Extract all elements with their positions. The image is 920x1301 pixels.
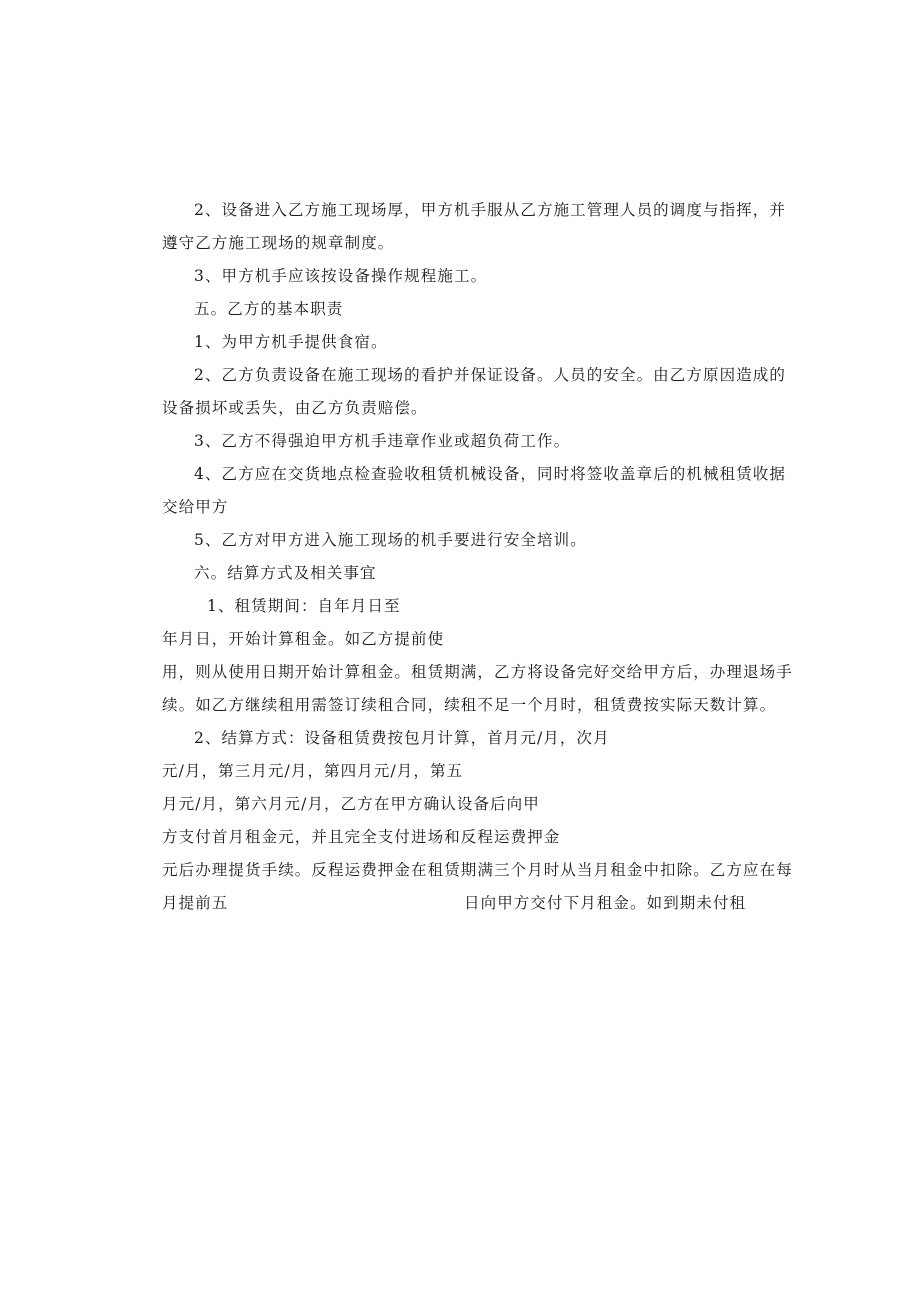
paragraph-line: 续。如乙方继续租用需签订续租合同，续租不足一个月时，租赁费按实际天数计算。 xyxy=(162,696,777,714)
paragraph-line: 2、乙方负责设备在施工现场的看护并保证设备。人员的安全。由乙方原因造成的 xyxy=(194,366,786,384)
paragraph-line: 方支付首月租金元，并且完全支付进场和反程运费押金 xyxy=(162,828,561,846)
paragraph-line: 遵守乙方施工现场的规章制度。 xyxy=(162,234,395,252)
paragraph-line: 设备损坏或丢失，由乙方负责赔偿。 xyxy=(162,399,428,417)
paragraph-line: 元/月，第三月元/月，第四月元/月，第五 xyxy=(162,762,464,780)
paragraph-line: 日向甲方交付下月租金。如到期未付租 xyxy=(464,894,747,912)
paragraph-line: 月提前五 xyxy=(162,894,229,912)
paragraph-line: 用，则从使用日期开始计算租金。租赁期满，乙方将设备完好交给甲方后，办理退场手 xyxy=(162,663,793,681)
section-heading: 五。乙方的基本职责 xyxy=(194,300,344,318)
paragraph-line: 元后办理提货手续。反程运费押金在租赁期满三个月时从当月租金中扣除。乙方应在每 xyxy=(162,861,793,879)
paragraph-line: 3、乙方不得强迫甲方机手违章作业或超负荷工作。 xyxy=(194,432,571,450)
paragraph-line: 月元/月，第六月元/月，乙方在甲方确认设备后向甲 xyxy=(162,795,540,813)
paragraph-line: 2、设备进入乙方施工现场厚，甲方机手服从乙方施工管理人员的调度与指挥，并 xyxy=(194,201,786,219)
paragraph-line: 4、乙方应在交货地点检查验收租赁机械设备，同时将签收盖章后的机械租赁收据 xyxy=(194,465,786,483)
section-heading: 六。结算方式及相关事宜 xyxy=(194,564,377,582)
paragraph-line: 2、结算方式：设备租赁费按包月计算，首月元/月，次月 xyxy=(194,729,610,747)
paragraph-line: 1、为甲方机手提供食宿。 xyxy=(194,333,388,351)
paragraph-line: 交给甲方 xyxy=(162,498,229,516)
paragraph-line: 年月日，开始计算租金。如乙方提前使 xyxy=(162,630,445,648)
paragraph-line: 5、乙方对甲方进入施工现场的机手要进行安全培训。 xyxy=(194,531,587,549)
paragraph-line: 3、甲方机手应该按设备操作规程施工。 xyxy=(194,267,488,285)
paragraph-line: 1、租赁期间：自年月日至 xyxy=(207,597,401,615)
